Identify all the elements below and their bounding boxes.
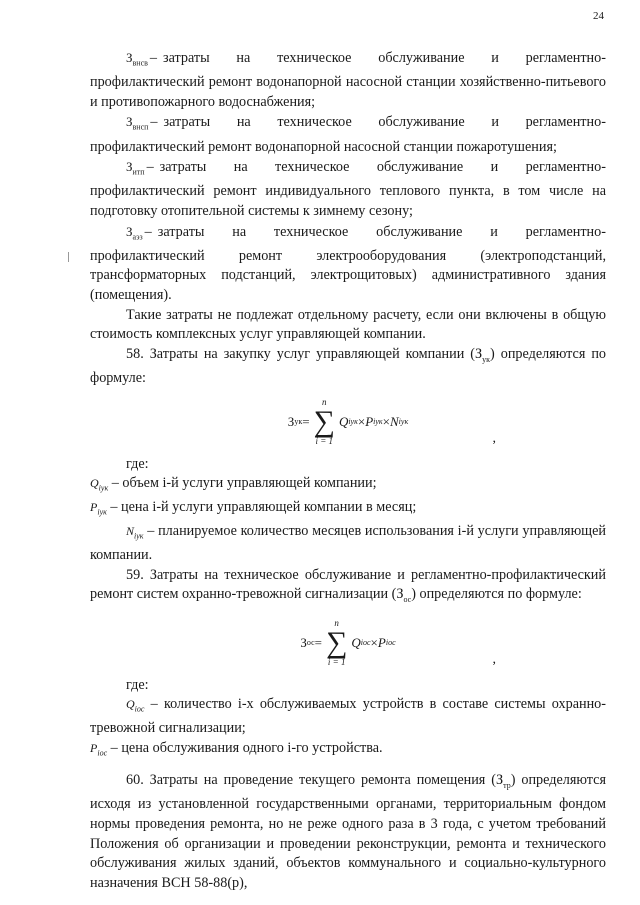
formula-59: З ос = n ∑ i = 1 Q iос × P iос , xyxy=(300,617,496,668)
item-lead-line: $З_{внсв}$ – затраты на техническое обслуживание и регламентно- xyxy=(126,48,606,73)
item-symbol: $З_{внсв}$ xyxy=(126,50,148,68)
definition-item: $Q_{iос}$ – количество i-х обслуживаемых устройств в составе системы охранно-тревожной сигнализации; xyxy=(90,696,606,737)
definition-item: $N_{iук}$ – планируемое количество месяцев использования i-й услуги управляющей компании. xyxy=(90,523,606,564)
sum-symbol: n ∑ i = 1 xyxy=(313,396,335,446)
item-lead-line: $З_{итп}$ – затраты на техническое обслуживание и регламентно- xyxy=(126,157,606,182)
item-symbol: $З_{итп}$ xyxy=(126,159,145,177)
formula-58: З ук = n ∑ i = 1 Q iук × P iук × N iук , xyxy=(287,396,496,447)
item-lead-words: затраты на техническое обслуживание и регламентно- xyxy=(159,159,606,176)
sum-symbol: n ∑ i = 1 xyxy=(325,617,348,667)
item-text: профилактический ремонт индивидуального теплового пункта, в том числе на подготовку отопительной системы к зимнему сезону; xyxy=(90,183,606,219)
item-lead-line: $З_{внсп}$ – затраты на техническое обслуживание и регламентно- xyxy=(126,112,606,137)
paragraph-60: 60. Затраты на проведение текущего ремонта помещения $(З_{тр})$ определяются исходя из установленной государственными органами, территориальным фондом нормы проведения ремонта, но не реже одного раза в 3 года, с учетом требований Положения об организации и проведении реконструкции, ремонта и технического обслуживания жилых зданий, объектов коммунального и социально-культурного назначения ВСН 58-88(р), xyxy=(90,772,606,891)
definition-item: $Q_{iук}$ – объем i-й услуги управляющей компании; xyxy=(90,475,377,493)
item-text: профилактический ремонт водонапорной насосной станции хозяйственно-питьевого и противопожарного водоснабжения; xyxy=(90,74,606,110)
margin-mark xyxy=(68,252,69,262)
definition-item: $P_{iос}$ – цена обслуживания одного i-го устройства. xyxy=(90,740,383,758)
item-lead-words: затраты на техническое обслуживание и регламентно- xyxy=(163,50,606,66)
where-label: где: xyxy=(126,455,149,472)
paragraph-59: 59. Затраты на техническое обслуживание и регламентно-профилактический ремонт систем охранно-тревожной сигнализации $(З_{ос})$ определяются по формуле: xyxy=(90,566,606,605)
page-number: 24 xyxy=(593,10,604,22)
item-text: профилактический ремонт электрооборудования (электроподстанций, трансформаторных подстанций, электрощитовых) административного здания (помещения). xyxy=(90,247,606,303)
paragraph-58: 58. Затраты на закупку услуг управляющей компании $(З_{ук})$ определяются по формуле: xyxy=(90,345,607,387)
item-symbol: $З_{внсп}$ xyxy=(126,114,149,132)
item-lead-words: затраты на техническое обслуживание и регламентно- xyxy=(163,114,606,131)
item-symbol: $З_{аэз}$ xyxy=(126,223,143,242)
item-lead-line: $З_{аэз}$ – затраты на техническое обслуживание и регламентно- xyxy=(126,222,606,247)
document-body xyxy=(90,48,606,893)
definition-item: $P_{iук}$ – цена i-й услуги управляющей компании в месяц; xyxy=(90,499,417,517)
where-label: где: xyxy=(126,676,149,693)
note-paragraph: Такие затраты не подлежат отдельному расчету, если они включены в общую стоимость комплексных услуг управляющей компании. xyxy=(90,306,606,343)
item-text: профилактический ремонт водонапорной насосной станции пожаротушения; xyxy=(90,138,557,155)
item-lead-words: затраты на техническое обслуживание и регламентно- xyxy=(157,223,606,240)
